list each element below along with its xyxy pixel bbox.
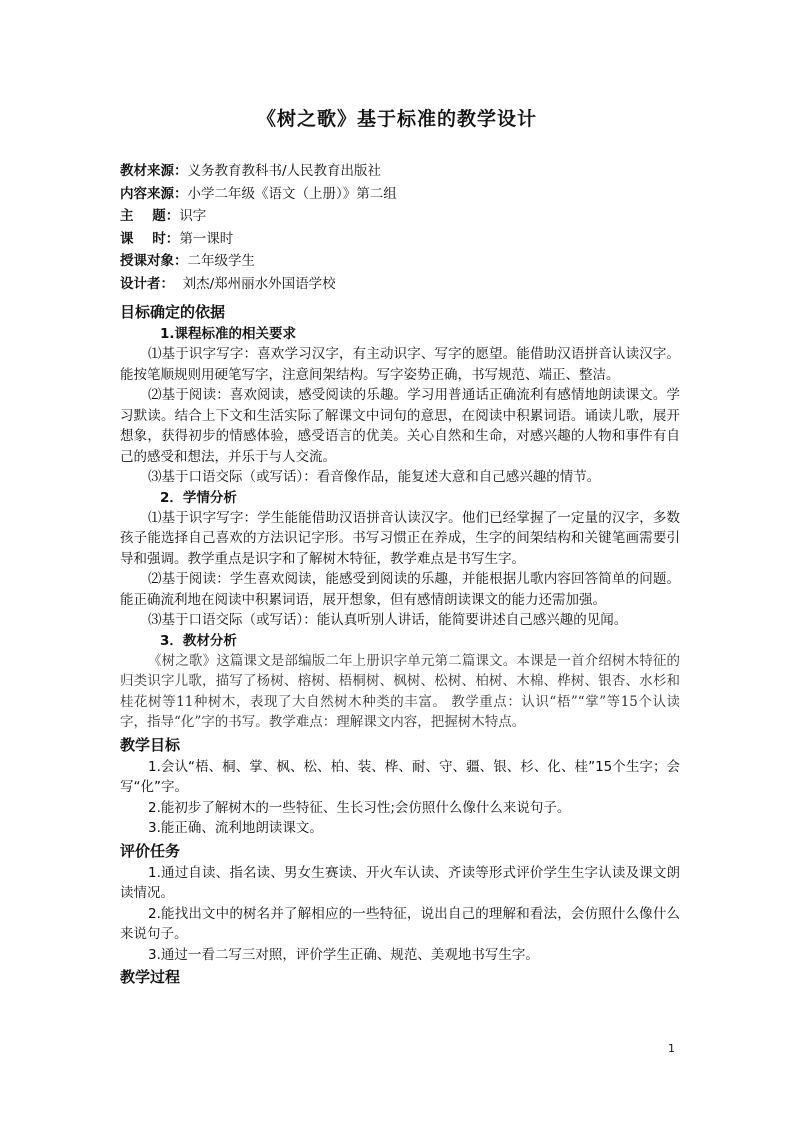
paragraph: ⑴基于识字写字：喜欢学习汉字，有主动识字、写字的愿望。能借助汉语拼音认读汉字。能按笔顺规则用硬笔写字，注意间架结构。写字姿势正确，书写规范、端正、整洁。: [120, 346, 680, 383]
section-heading-assessment: 评价任务: [120, 841, 181, 860]
meta-value: 识字: [179, 208, 207, 224]
meta-label: 内容来源：: [120, 185, 188, 202]
meta-value: 义务教育教科书/人民教育出版社: [187, 163, 382, 179]
meta-value: 小学二年级《语文（上册）》第二组: [187, 185, 397, 202]
section-heading-goals: 教学目标: [120, 735, 181, 754]
section-heading-basis: 目标确定的依据: [120, 303, 226, 321]
meta-value: 二年级学生: [187, 253, 255, 269]
meta-row: [120, 228, 680, 251]
paragraph: ⑶基于口语交际（或写话）：看音像作品，能复述大意和自己感兴趣的情节。: [148, 469, 601, 485]
paragraph: 3.通过一看二写三对照，评价学生正确、规范、美观地书写生字。: [148, 946, 539, 963]
paragraph: ⑴基于识字写字：学生能能借助汉语拼音认读汉字。他们已经掌握了一定量的汉字，多数孩子能选择自己喜欢的方法识记字形。书写习惯正在养成，生字的间架结构和关键笔画需要引导和强调。教学重点是识字和了解树木特征，教学难点是书写生字。: [120, 509, 680, 567]
paragraph: 《树之歌》这篇课文是部编版二年上册识字单元第二篇课文。本课是一首介绍树木特征的归类识字儿歌，描写了杨树、榕树、梧桐树、枫树、松树、柏树、木棉、桦树、银杏、水杉和桂花树等11种树木，表现了大自然树木种类的丰富。 教学重点：认识“梧”“掌”等15个认读字，指导“化”字的书写。教学难点：理解课文内容，把握树木特点。: [120, 652, 680, 730]
page-number: 1: [668, 1042, 675, 1055]
meta-row: [120, 205, 680, 228]
section-heading-process: 教学过程: [120, 968, 181, 986]
paragraph: 3.能正确、流利地朗读课文。: [148, 820, 323, 836]
paragraph: 1.会认“梧、桐、掌、枫、松、柏、装、桦、耐、守、疆、银、杉、化、桂”15个生字；会写“化”字。: [120, 758, 680, 795]
subheading-curriculum: 1.课程标准的相关要求: [160, 326, 297, 342]
paragraph: 1.通过自读、指名读、男女生赛读、开火车认读、齐读等形式评价学生生字认读及课文朗读情况。: [120, 864, 680, 901]
meta-row: [120, 273, 680, 296]
meta-block: [120, 160, 680, 295]
paragraph: ⑵基于阅读：学生喜欢阅读，能感受到阅读的乐趣，并能根据儿歌内容回答简单的问题。能正确流利地在阅读中积累词语，展开想象，但有感情朗读课文的能力还需加强。: [120, 571, 680, 608]
meta-row: [120, 183, 680, 206]
meta-row: [120, 250, 680, 273]
paragraph: 2.能初步了解树木的一些特征、生长习性;会仿照什么像什么来说句子。: [148, 799, 571, 816]
meta-label: 设计者：: [120, 275, 174, 292]
paragraph: 2.能找出文中的树名并了解相应的一些特征，说出自己的理解和看法，会仿照什么像什么来说句子。: [120, 905, 680, 942]
subheading-textbook-analysis: 3．教材分析: [160, 632, 237, 649]
meta-label: 课 时：: [120, 230, 180, 247]
meta-value: 刘杰/郑州丽水外国语学校: [174, 275, 336, 292]
paragraph: ⑶基于口语交际（或写话）：能认真听别人讲话，能简要讲述自己感兴趣的见闻。: [148, 612, 628, 628]
content-body: [120, 300, 680, 989]
subheading-student-analysis: 2．学情分析: [160, 489, 237, 506]
meta-label: 教材来源：: [120, 163, 188, 179]
meta-label: 主 题：: [120, 208, 180, 224]
meta-row: [120, 160, 680, 183]
page-title: 《树之歌》基于标准的教学设计: [256, 108, 537, 130]
paragraph: ⑵基于阅读：喜欢阅读，感受阅读的乐趣。学习用普通话正确流利有感情地朗读课文。学习默读。结合上下文和生活实际了解课文中词句的意思，在阅读中积累词语。诵读儿歌，展开想象，获得初步的情感体验，感受语言的优美。关心自然和生命，对感兴趣的人物和事件有自己的感受和想法，并乐于与人交流。: [120, 387, 680, 465]
meta-value: 第一课时: [179, 230, 234, 247]
meta-label: 授课对象：: [120, 253, 188, 269]
